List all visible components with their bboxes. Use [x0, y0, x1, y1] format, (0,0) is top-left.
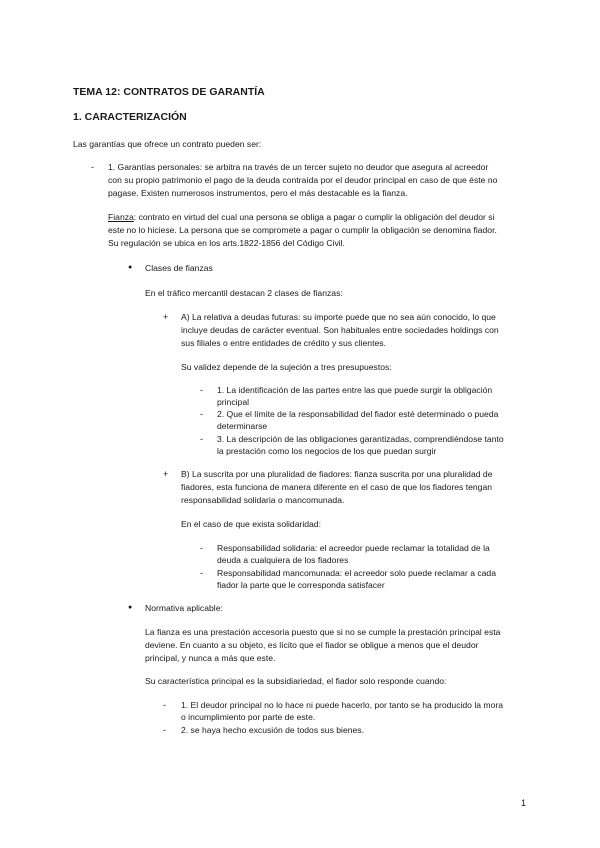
- dash-marker: -: [200, 409, 203, 419]
- caso-2-line-1: 2. se haya hecho excusión de todos sus bienes.: [181, 725, 364, 735]
- clase-a-line-1: A) La relativa a deudas futuras: su importe puede que no sea aún conocido, lo que: [181, 312, 496, 322]
- fianza-definition-line-2: este no lo hiciese. La persona que se compromete a pagar o cumplir la obligación se denomina fiador.: [108, 225, 497, 235]
- presupuesto-2-line-1: 2. Que el límite de la responsabilidad del fiador esté determinado o pueda: [217, 409, 499, 419]
- clases-label: Clases de fianzas: [145, 263, 213, 273]
- normativa-para-line-2: deviene. En cuanto a su objeto, es lícito que el fiador se obligue a menos que el deudor: [145, 640, 479, 650]
- clases-intro: En el tráfico mercantil destacan 2 clases de fianzas:: [145, 288, 343, 298]
- personal-line-1: 1. Garantías personales: se arbitra na través de un tercer sujeto no deudor que asegura al acreedor: [108, 162, 489, 172]
- dash-marker: -: [163, 725, 166, 735]
- mancomunada-line-1: Responsabilidad mancomunada: el acreedor solo puede reclamar a cada: [217, 568, 496, 578]
- normativa-para-line-1: La fianza es una prestación accesoria puesto que si no se cumple la prestación principal esta: [145, 627, 501, 637]
- caso-1-line-1: 1. El deudor principal no lo hace ni puede hacerlo, por tanto se ha producido la mora: [181, 700, 503, 710]
- mancomunada-line-2: fiador la parte que le corresponda satisfacer: [217, 580, 385, 590]
- round-bullet-icon: ●: [128, 604, 133, 611]
- solidaria-line-1: Responsabilidad solidaria: el acreedor puede reclamar la totalidad de la: [217, 543, 490, 553]
- subsidiariedad-text: Su característica principal es la subsidiariedad, el fiador solo responde cuando:: [145, 676, 447, 686]
- round-bullet-icon: ●: [128, 264, 133, 271]
- solidaria-line-2: deuda a cualquiera de los fiadores: [217, 555, 349, 565]
- clase-a-line-3: sus filiales o entre entidades de crédito y sus clientes.: [181, 338, 386, 348]
- fianza-definition-line-3: Su regulación se ubica en los arts.1822-1856 del Código Civil.: [108, 238, 345, 248]
- presupuesto-2-line-2: determinarse: [217, 421, 268, 431]
- presupuesto-1-line-1: 1. La identificación de las partes entre las que puede surgir la obligación: [217, 385, 493, 395]
- page-title: TEMA 12: CONTRATOS DE GARANTÍA: [73, 86, 265, 98]
- clase-b-line-2: fiadores, esta funciona de manera diferente en el caso de que los fiadores tengan: [181, 482, 493, 492]
- clase-b-line-3: responsabilidad solidaria o mancomunada.: [181, 495, 345, 505]
- normativa-label: Normativa aplicable:: [145, 603, 223, 613]
- personal-line-2: con su propio patrimonio el pago de la deuda contraída por el deudor principal en caso de que éste no: [108, 175, 498, 185]
- dash-marker: -: [200, 543, 203, 553]
- normativa-para-line-3: principal, y nunca a más que este.: [145, 653, 276, 663]
- dash-marker: -: [200, 434, 203, 444]
- dash-marker: -: [200, 568, 203, 578]
- dash-marker: -: [163, 700, 166, 710]
- dash-marker: -: [91, 162, 94, 172]
- plus-marker: +: [163, 469, 169, 479]
- presupuesto-1-line-2: principal: [217, 397, 250, 407]
- fianza-term: Fianza: [108, 212, 134, 222]
- section-heading: 1. CARACTERIZACIÓN: [73, 111, 187, 123]
- clase-b-line-1: B) La suscrita por una pluralidad de fiadores: fianza suscrita por una pluralidad de: [181, 469, 493, 479]
- page-number: 1: [521, 798, 527, 808]
- validez-intro: Su validez depende de la sujeción a tres presupuestos:: [181, 362, 392, 372]
- intro-text: Las garantías que ofrece un contrato pueden ser:: [73, 139, 262, 149]
- plus-marker: +: [163, 312, 169, 322]
- fianza-definition-text: : contrato en virtud del cual una persona se obliga a pagar o cumplir la obligación del deudor si: [133, 212, 495, 222]
- dash-marker: -: [200, 385, 203, 395]
- personal-line-3: pagase. Existen numerosos instrumentos, pero el más destacable es la fianza.: [108, 188, 408, 198]
- caso-1-line-2: o incumplimiento por parte de este.: [181, 712, 316, 722]
- presupuesto-3-line-1: 3. La descripción de las obligaciones garantizadas, comprendiéndose tanto: [217, 434, 504, 444]
- presupuesto-3-line-2: la prestación como los negocios de los que puedan surgir: [217, 446, 437, 456]
- solidaridad-intro: En el caso de que exista solidaridad:: [181, 519, 321, 529]
- clase-a-line-2: incluye deudas de carácter eventual. Son habituales entre sociedades holdings con: [181, 325, 499, 335]
- fianza-definition-line-1: [108, 211, 494, 223]
